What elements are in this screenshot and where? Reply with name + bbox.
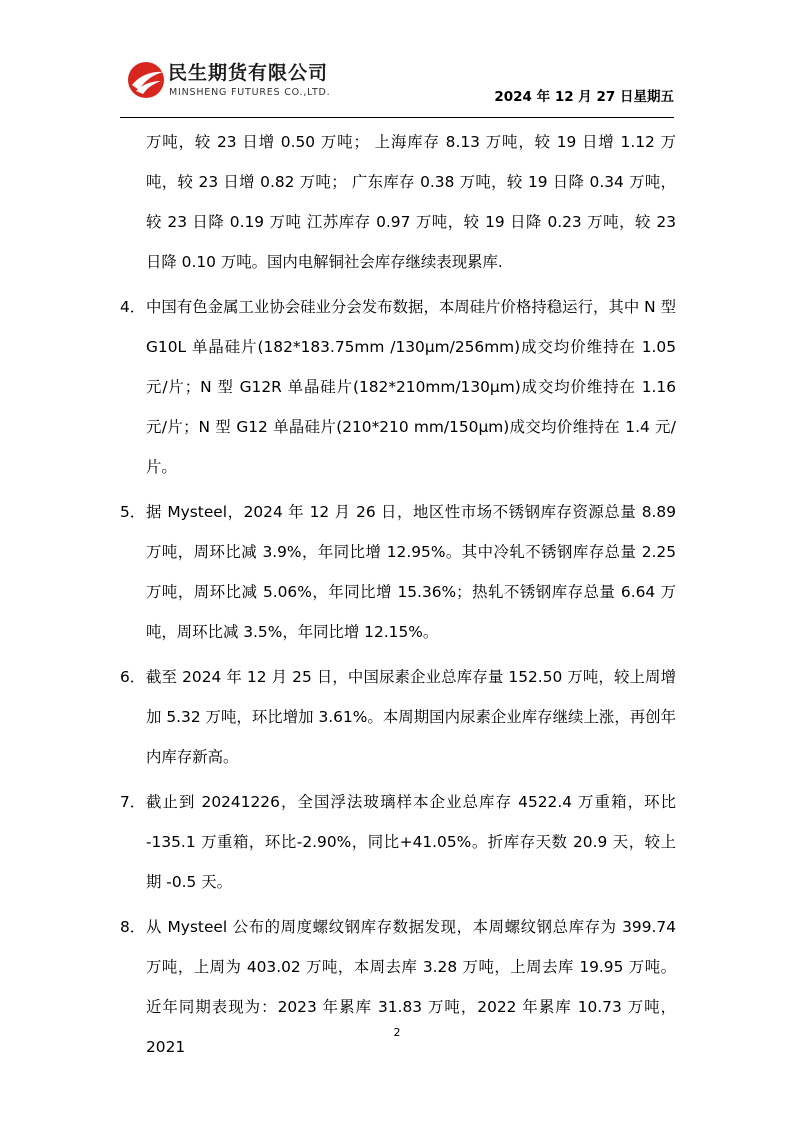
company-name-cn: 民生期货有限公司: [168, 62, 329, 84]
list-item-8: [120, 907, 676, 1067]
list-item-text: 中国有色金属工业协会硅业分会发布数据，本周硅片价格持稳运行，其中 N 型 G10L 单晶硅片(182*183.75mm /130μm/256mm)成交均价维持在 1.05 元/片；N 型 G12R 单晶硅片(182*210mm/130μm)成交均价维持在 1.16 元/片；N 型 G12 单晶硅片(210*210 mm/150μm)成交均价维持在 1.4 元/片。: [146, 298, 676, 476]
list-item-4: [120, 287, 676, 487]
list-item-number: 7．: [120, 793, 146, 811]
page-number: 2: [393, 1026, 401, 1039]
list-item-text: 截止到 20241226，全国浮法玻璃样本企业总库存 4522.4 万重箱，环比 -135.1 万重箱，环比-2.90%，同比+41.05%。折库存天数 20.9 天，较上期 -0.5 天。: [146, 793, 676, 891]
list-item-text: 从 Mysteel 公布的周度螺纹钢库存数据发现，本周螺纹钢总库存为 399.74 万吨，上周为 403.02 万吨，本周去库 3.28 万吨，上周去库 19.95 万吨。近年同期表现为：2023 年累库 31.83 万吨，2022 年累库 10.73 万吨，2021: [146, 918, 676, 1056]
list-item-number: 6．: [120, 668, 146, 686]
company-logo: [126, 58, 366, 104]
list-item-number: 4．: [120, 298, 146, 316]
continued-paragraph: 万吨，较 23 日增 0.50 万吨； 上海库存 8.13 万吨，较 19 日增 1.12 万吨，较 23 日增 0.82 万吨； 广东库存 0.38 万吨，较 19 日降 0.34 万吨，较 23 日降 0.19 万吨 江苏库存 0.97 万吨，较 19 日降 0.23 万吨，较 23 日降 0.10 万吨。国内电解铜社会库存继续表现累库.: [146, 133, 676, 271]
list-item-6: [120, 657, 676, 777]
list-item-7: [120, 782, 676, 902]
list-item-number: 5．: [120, 503, 146, 521]
report-body: [120, 122, 676, 1067]
minsheng-logo-icon: [126, 60, 166, 100]
page-header: [120, 52, 674, 118]
list-item-text: 截至 2024 年 12 月 25 日，中国尿素企业总库存量 152.50 万吨，较上周增加 5.32 万吨，环比增加 3.61%。本周期国内尿素企业库存继续上涨，再创年内库存新高。: [146, 668, 676, 766]
list-item-text: 据 Mysteel，2024 年 12 月 26 日，地区性市场不锈钢库存资源总量 8.89 万吨，周环比减 3.9%，年同比增 12.95%。其中冷轧不锈钢库存总量 2.25 万吨，周环比减 5.06%，年同比增 15.36%；热轧不锈钢库存总量 6.64 万吨，周环比减 3.5%，年同比增 12.15%。: [146, 503, 676, 641]
list-item-5: [120, 492, 676, 652]
company-name-en: MINSHENG FUTURES CO.,LTD.: [169, 87, 331, 98]
report-date: 2024 年 12 月 27 日星期五: [494, 89, 674, 105]
header-divider: [120, 117, 674, 118]
list-item-number: 8．: [120, 918, 146, 936]
